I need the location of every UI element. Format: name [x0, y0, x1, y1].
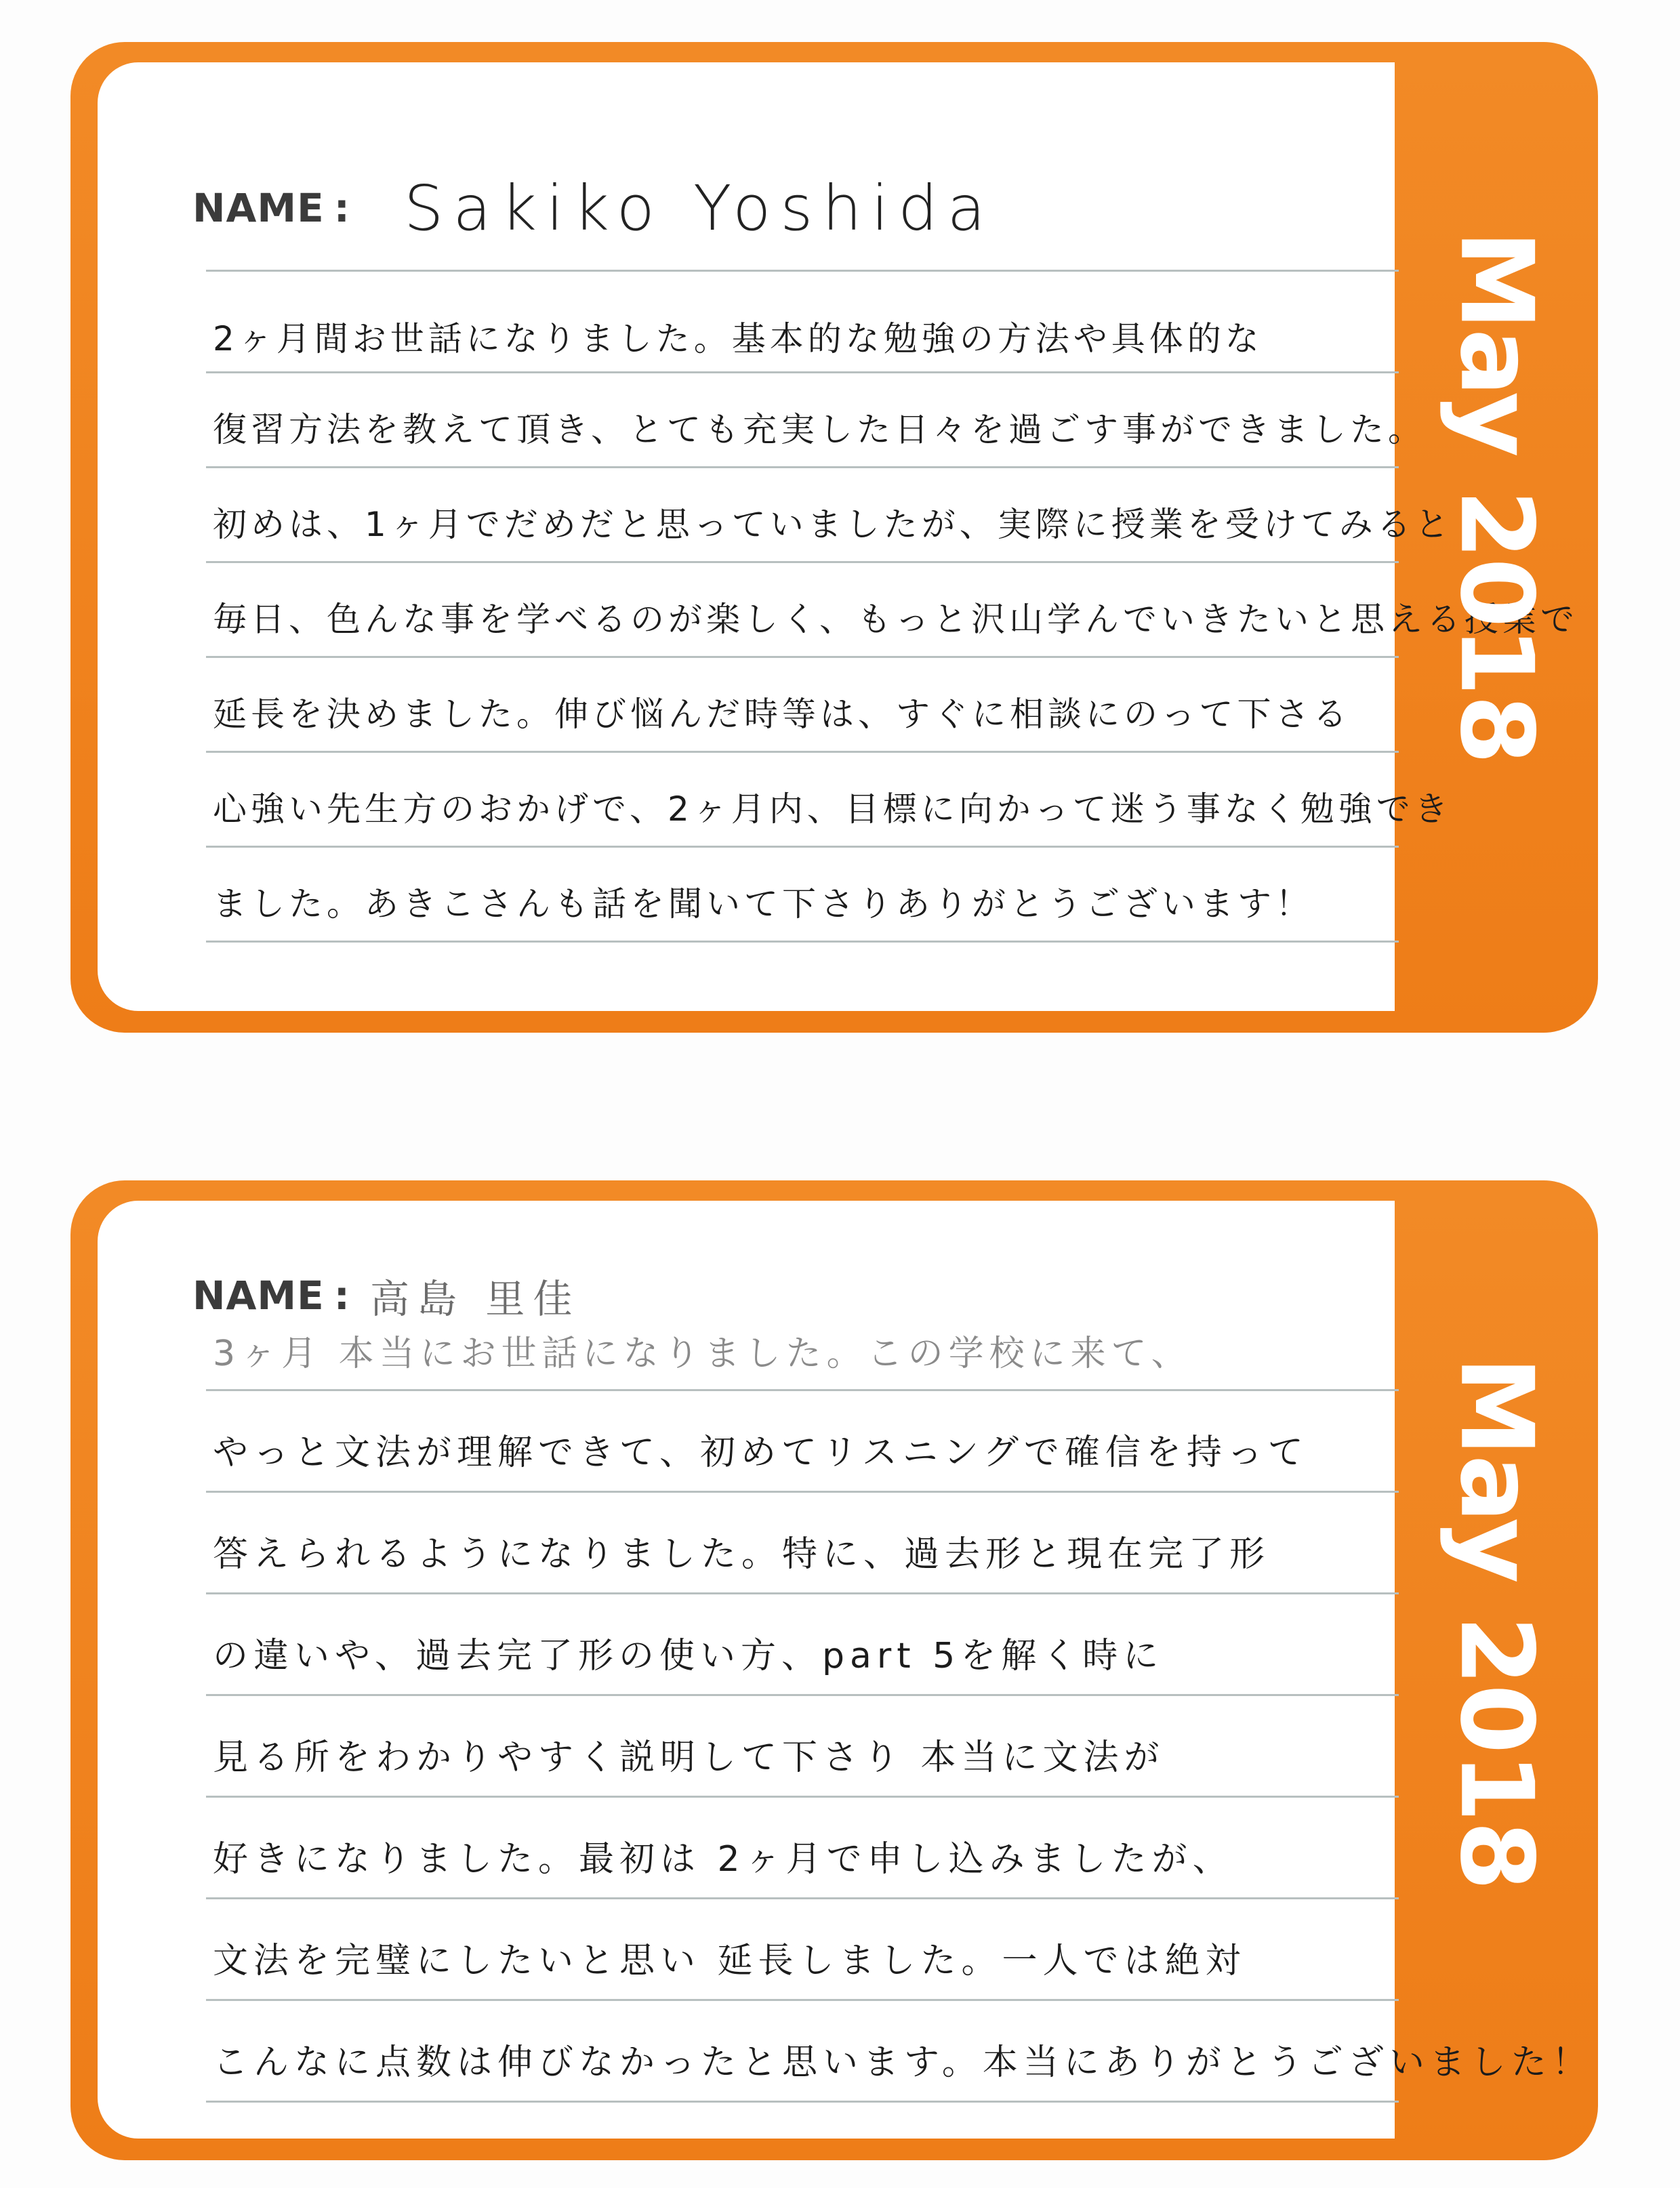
name-row [192, 157, 1399, 259]
handwritten-line: 初めは、1ヶ月でだめだと思っていましたが、実際に授業を受けてみると [213, 505, 1453, 544]
handwritten-line: ました。あきこさんも話を聞いて下さりありがとうございます！ [213, 884, 1313, 924]
handwritten-line: 答えられるようになりました。特に、過去形と現在完了形 [213, 1534, 1271, 1575]
handwritten-line: 見る所をわかりやすく説明して下さり 本当に文法が [213, 1737, 1165, 1778]
name-label: NAME [192, 185, 325, 231]
ruled-line [206, 1491, 1399, 1493]
handwritten-line: 文法を完璧にしたいと思い 延長しました。一人では絶対 [213, 1941, 1246, 1981]
month-tab [1395, 1133, 1598, 2113]
handwritten-name: 高島 里佳 [369, 1276, 581, 1322]
ruled-line [206, 1999, 1399, 2001]
ruled-line [206, 1592, 1399, 1594]
ruled-line [206, 466, 1399, 468]
handwritten-line: 3ヶ月 本当にお世話になりました。この学校に来て、 [213, 1334, 1192, 1374]
name-colon: : [333, 185, 350, 231]
ruled-line [206, 941, 1399, 943]
ruled-line [206, 270, 1399, 272]
testimonial-card-1 [70, 42, 1598, 1033]
ruled-line [206, 656, 1399, 658]
name-colon: : [333, 1273, 350, 1319]
handwritten-line: 延長を決めました。伸び悩んだ時等は、すぐに相談にのって下さる [213, 695, 1351, 734]
name-label: NAME [192, 1273, 325, 1319]
ruled-line [206, 1389, 1399, 1391]
ruled-line [206, 751, 1399, 753]
handwritten-line: こんなに点数は伸びなかったと思います。本当にありがとうございました！ [213, 2042, 1593, 2083]
handwritten-line: の違いや、過去完了形の使い方、part 5を解く時に [213, 1636, 1164, 1676]
ruled-line [206, 1694, 1399, 1696]
handwritten-line: やっと文法が理解できて、初めてリスニングで確信を持って [213, 1432, 1309, 1473]
ruled-line [206, 846, 1399, 848]
handwritten-line: 好きになりました。最初は 2ヶ月で申し込みましたが、 [213, 1839, 1233, 1880]
ruled-line [206, 1796, 1399, 1798]
handwritten-line: 復習方法を教えて頂き、とても充実した日々を過ごす事ができました。 [213, 410, 1426, 449]
testimonial-card-2 [70, 1180, 1598, 2160]
ruled-line [206, 1897, 1399, 1899]
handwritten-line: 心強い先生方のおかげで、2ヶ月内、目標に向かって迷う事なく勉強でき [213, 789, 1452, 829]
handwritten-name: Sakiko Yoshida [403, 171, 995, 245]
ruled-line [206, 561, 1399, 563]
ruled-line [206, 2101, 1399, 2103]
month-tab [1395, 1, 1598, 992]
handwritten-line: 毎日、色んな事を学べるのが楽しく、もっと沢山学んでいきたいと思える授業で [213, 600, 1578, 639]
ruled-line [206, 371, 1399, 373]
month-tab-text: May 2018 [1438, 230, 1555, 764]
handwritten-line: 2ヶ月間お世話になりました。基本的な勉強の方法や具体的な [213, 319, 1263, 358]
month-tab-text: May 2018 [1438, 1356, 1555, 1890]
